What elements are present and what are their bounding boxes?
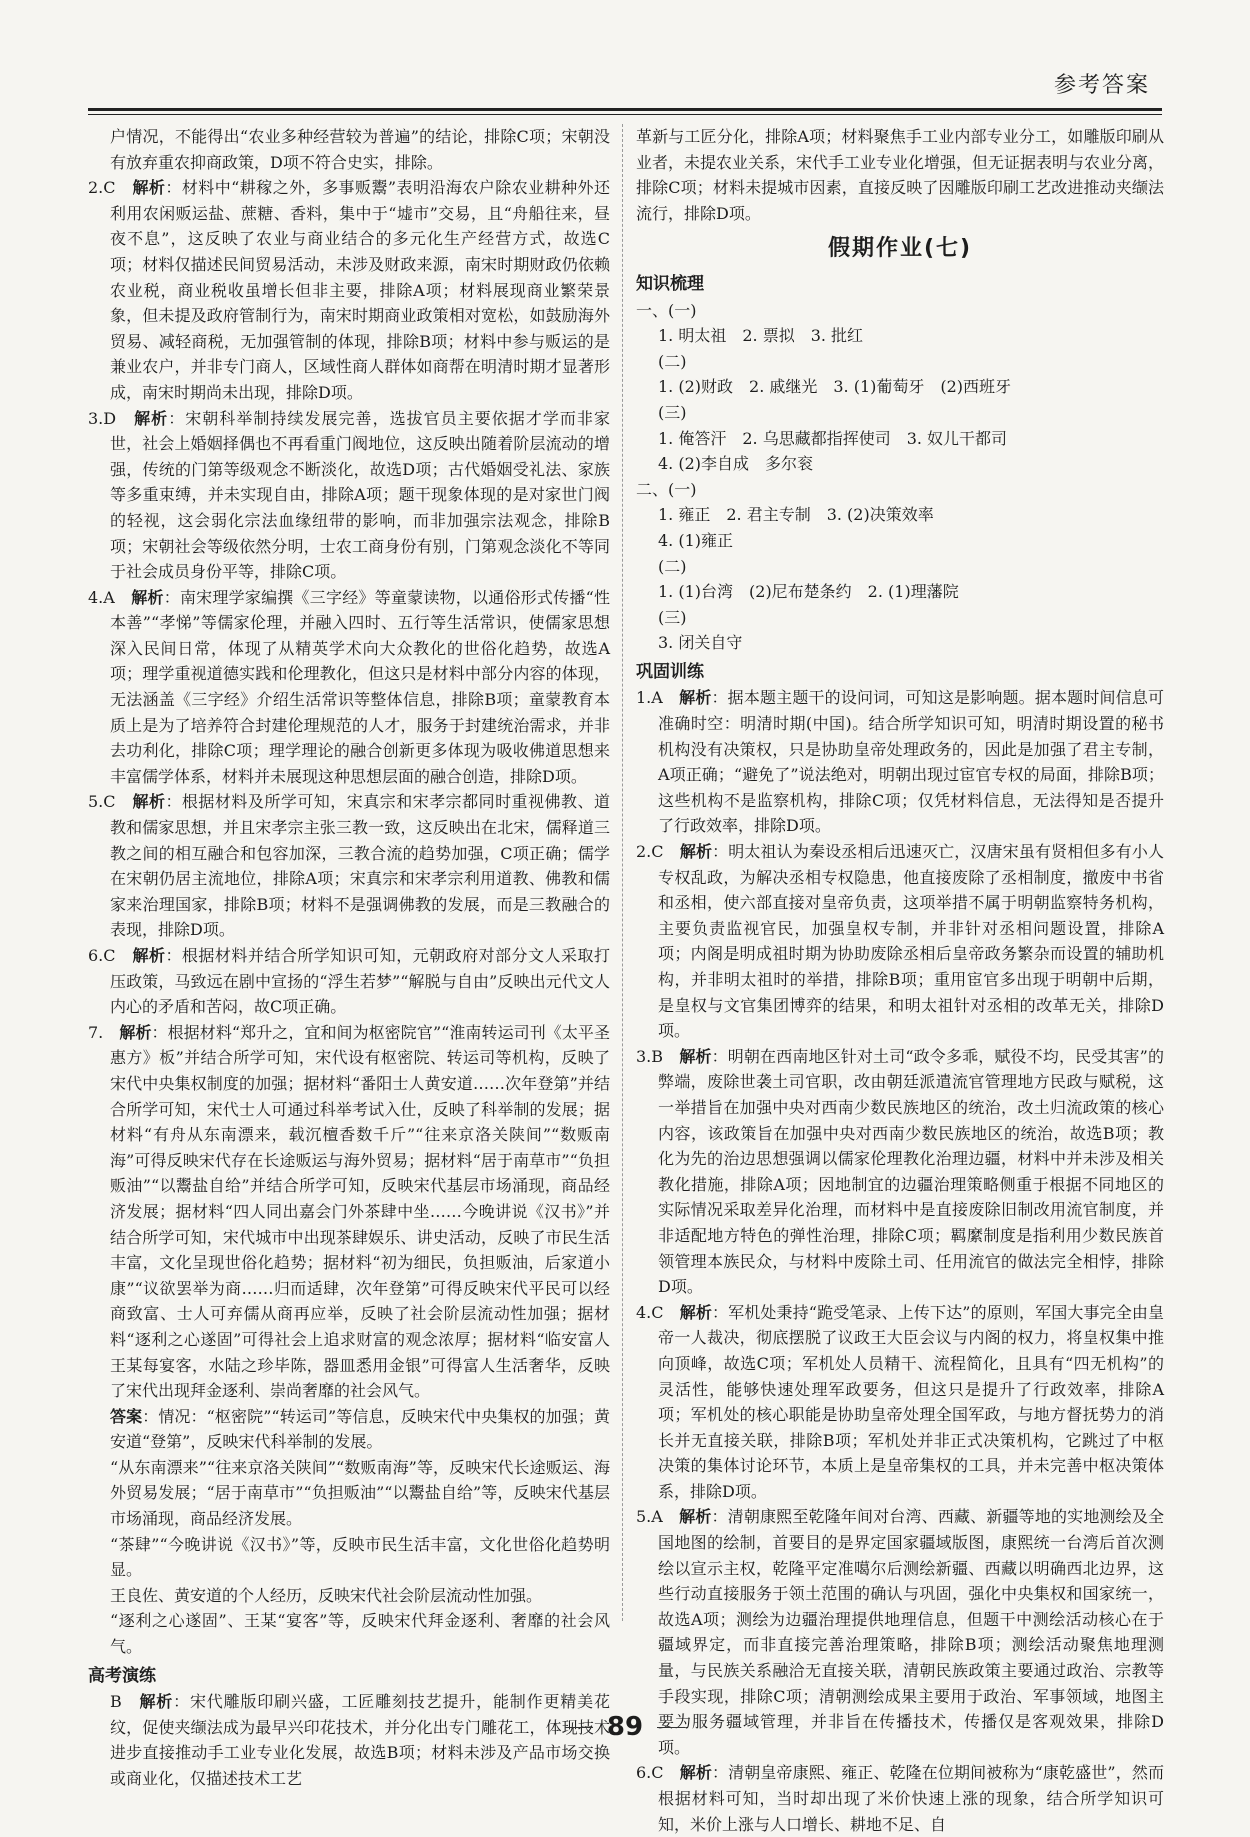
item-number: 2.C (88, 178, 116, 198)
answer-label: 答案 (110, 1406, 143, 1426)
item-text: ：明朝在西南地区针对土司“政令多乖，赋役不均，民受其害”的弊端，废除世袭土司官职，改由朝廷派遣流官管理地方民政与赋税，这一举措旨在加强中央对西南少数民族地区的统治，改土归流政策的核心内容，该政策旨在加强中央对西南少数民族地区的统治，故选B项；教化为先的治边思想强调以儒家伦理教化治理边疆，材料中并未涉及相关教化措施，排除A项；因地制宜的边疆治理策略侧重于根据不同地区的实际情况采取差异化治理，而材料中是直接废除旧制改用流官制度，并非适配地方特色的弹性治理，排除C项；羁縻制度是指利用少数民族首领管理本族民众，与材料中废除土司、任用流官的做法完全相悖，排除D项。 (658, 1046, 1164, 1297)
outline-line: 1. 雍正 2. 君主专制 3. (2)决策效率 (658, 505, 934, 525)
outline-line: 3. 闭关自守 (658, 633, 743, 653)
item-text: ：清朝皇帝康熙、雍正、乾隆在位期间被称为“康乾盛世”，然而根据材料可知，当时却出现了米价快速上涨的现象，结合所学知识可知，米价上涨与人口增长、耕地不足、自 (658, 1763, 1164, 1834)
knowledge-outline (636, 298, 1164, 656)
item-text: ：材料中“耕稼之外，多事贩鬻”表明沿海农户除农业耕种外还利用农闲贩运盐、蔗糖、香料，集中于“墟市”交易，且“舟船往来，昼夜不息”，这反映了农业与商业结合的多元化生产经营方式，故选C项；材料仅描述民间贸易活动，未涉及财政来源，南宋时期财政仍依赖农业税，商业税收虽增长但非主要，排除A项；材料展现商业繁荣景象，但未提及政府管制行为，南宋时期商业政策相对宽松，如鼓励海外贸易、减轻商税，无加强管制的体现，排除B项；材料中参与贩运的是兼业农户，并非专门商人，区域性商人群体如商帮在明清时期才显著形成，南宋时期尚未出现，排除D项。 (110, 178, 610, 402)
outline-line: (三) (658, 402, 687, 422)
answer-item (636, 1044, 1164, 1300)
answer-item (88, 175, 610, 405)
continuation-text: 户情况，不能得出“农业多种经营较为普遍”的结论，排除C项；宋朝没有放弃重农抑商政策，D项不符合史实，排除。 (110, 127, 610, 172)
item-number: 4.A (88, 587, 115, 607)
outline-line: 4. (1)雍正 (658, 530, 734, 550)
outline-line: (二) (658, 351, 687, 371)
answer-line: ：情况：“枢密院”“转运司”等信息，反映宋代中央集权的加强；黄安道“登第”，反映宋代科举制的发展。 (110, 1406, 610, 1452)
outline-line: 1. 俺答汗 2. 乌思藏都指挥使司 3. 奴儿干都司 (658, 428, 1008, 448)
outline-line: 二、(一) (636, 479, 697, 499)
item-text: ：明太祖认为秦设丞相后迅速灭亡，汉唐宋虽有贤相但多有小人专权乱政，为解决丞相专权隐患，他直接废除了丞相制度，撤废中书省和丞相，使六部直接对皇帝负责，这项举措不属于明朝监察特务机构，主要负责监视官民，加强皇权专制，并非针对丞相问题设置，排除A项；内阁是明成祖时期为协助废除丞相后皇帝政务繁杂而设置的辅助机构，并非明太祖时的举措，排除B项；重用宦官多出现于明朝中后期，是皇权与文官集团博弈的结果，和明太祖针对丞相的改革无关，排除D项。 (658, 842, 1164, 1041)
item-number: 7. (88, 1022, 104, 1042)
item-number: 4.C (636, 1302, 664, 1322)
answer-item (88, 943, 610, 1020)
item-text: ：南宋理学家编撰《三字经》等童蒙读物，以通俗形式传播“性本善”“孝悌”等儒家伦理，并融入四时、五行等生活常识，使儒家思想深入民间日常，体现了从精英学术向大众教化的世俗化趋势，故选A项；理学重视道德实践和伦理教化，但这只是材料中部分内容的体现，无法涵盖《三字经》介绍生活常识等整体信息，排除B项；童蒙教育本质上是为了培养符合封建伦理规范的人才，服务于封建统治需求，并非去功利化，排除C项；理学理论的融合创新更多体现为吸收佛道思想来丰富儒学体系，材料并未展现这种思想层面的融合创造，排除D项。 (110, 587, 610, 786)
item-number: 3.B (636, 1046, 664, 1066)
answer-item (636, 685, 1164, 839)
knowledge-heading: 知识梳理 (636, 273, 704, 294)
item-text: ：宋代雕版印刷兴盛，工匠雕刻技艺提升，能制作更精美花纹，促使夹缬法成为最早兴印花技术，并分化出专门雕花工，体现技术进步直接推动手工业专业化发展，故选B项；材料未涉及产品市场交换或商业化，仅描述技术工艺 (110, 1692, 610, 1788)
analysis-label: 解析 (132, 946, 166, 965)
gaokao-heading: 高考演练 (88, 1665, 156, 1686)
item-number: 6.C (88, 946, 116, 965)
consolidate-heading: 巩固训练 (636, 661, 704, 682)
left-column (88, 124, 610, 1788)
analysis-label: 解析 (679, 1763, 713, 1783)
item-text: ：清朝康熙至乾隆年间对台湾、西藏、新疆等地的实地测绘及全国地图的绘制，首要目的是界定国家疆域版图，康熙统一台湾后首次测绘以宣示主权，乾隆平定准噶尔后测绘新疆、西藏以明确西北边界，这些行动直接服务于领土范围的确认与巩固，强化中央集权和国家统一，故选A项；测绘为边疆治理提供地理信息，但题干中测绘活动核心在于疆域界定，而非直接完善治理策略，排除B项；测绘活动聚焦地理测量，与民族关系融洽无直接关联，清朝民族政策主要通过政治、宗教等手段实现，排除C项；清朝测绘成果主要用于政治、军事领域，地图主要为服务疆域管理，并非旨在传播技术，传播仅是客观效果，排除D项。 (658, 1507, 1164, 1757)
answer-item (88, 585, 610, 790)
outline-line: 一、(一) (636, 300, 697, 320)
footer-dash-right (657, 1727, 685, 1728)
answer-item (636, 839, 1164, 1044)
item-number: 5.C (88, 792, 116, 812)
answer-line: 王良佐、黄安道的个人经历，反映宋代社会阶层流动性加强。 (110, 1585, 543, 1605)
analysis-label: 解析 (679, 1046, 712, 1066)
footer-dash-left (565, 1727, 593, 1728)
answer-block (88, 1404, 610, 1455)
analysis-label: 解析 (679, 688, 712, 708)
homework-title: 假期作业(七) (827, 236, 973, 262)
outline-line: (三) (658, 607, 687, 627)
analysis-label: 解析 (679, 1507, 712, 1527)
right-column (636, 124, 1165, 1834)
item-number: 1.A (636, 688, 663, 708)
item-number: B (110, 1692, 122, 1712)
answer-item (88, 406, 610, 585)
answer-line: “茶肆”“今晚讲说《汉书》”等，反映市民生活丰富，文化世俗化趋势明显。 (110, 1534, 610, 1580)
continuation-text: 革新与工匠分化，排除A项；材料聚焦手工业内部专业分工，如雕版印刷从业者，未提农业关系，宋代手工业专业化增强，但无证据表明与农业分离，排除C项；材料未提城市因素，直接反映了因雕版印刷工艺改进推动夹缬法流行，排除D项。 (636, 127, 1165, 223)
outline-line: (二) (658, 556, 687, 576)
item-number: 2.C (636, 842, 664, 862)
item-number: 3.D (88, 408, 117, 428)
outline-line: 1. (1)台湾 (2)尼布楚条约 2. (1)理藩院 (658, 582, 959, 602)
analysis-label: 解析 (679, 1302, 713, 1322)
analysis-label: 解析 (679, 842, 713, 862)
item-text: ：根据材料并结合所学知识可知，元朝政府对部分文人采取打压政策，马致远在剧中宣扬的“浮生若梦”“解脱与自由”反映出元代文人内心的矛盾和苦闷，故C项正确。 (110, 946, 610, 1017)
page-number-footer (0, 1712, 1250, 1742)
item-number: 5.A (636, 1507, 663, 1527)
analysis-label: 解析 (131, 587, 164, 607)
analysis-label: 解析 (132, 792, 166, 812)
analysis-label: 解析 (139, 1692, 174, 1712)
answer-item (88, 789, 610, 943)
analysis-label: 解析 (134, 408, 169, 428)
outline-line: 4. (2)李自成 多尔衮 (658, 454, 814, 474)
outline-line: 1. 明太祖 2. 票拟 3. 批红 (658, 326, 864, 346)
answer-line: “逐利之心遂固”、王某“宴客”等，反映宋代拜金逐利、奢靡的社会风气。 (110, 1611, 610, 1657)
right-answer-list (636, 685, 1164, 1837)
answer-item (88, 1020, 610, 1404)
answer-item (636, 1300, 1164, 1505)
item-text: ：根据材料“郑升之，宜和间为枢密院官”“淮南转运司刊《太平圣惠方》板”并结合所学可知，宋代设有枢密院、转运司等机构，反映了宋代中央集权制度的加强；据材料“番阳士人黄安道……次年登第”并结合所学可知，宋代士人可通过科举考试入仕，反映了科举制的发展；据材料“有舟从东南漂来，载沉檀香数千斤”“往来京洛关陕间”“数贩南海”可得反映宋代存在长途贩运与海外贸易；据材料“居于南草市”“负担贩油”“以鬻盐自给”并结合所学可知，反映宋代基层市场涌现，商品经济发展；据材料“四人同出嘉会门外茶肆中坐……今晚讲说《汉书》”并结合所学可知，宋代城市中出现茶肆娱乐、讲史活动，反映了市民生活丰富，文化呈现世俗化趋势；据材料“初为细民，负担贩油，后家道小康”“议欲罢举为商……归而适肆，次年登第”可得反映宋代平民可以经商致富、士人可弃儒从商再应举，反映了社会阶层流动性加强；据材料“逐利之心遂固”可得社会上追求财富的观念浓厚；据材料“临安富人王某每宴客，水陆之珍毕陈，器皿悉用金银”可得富人生活奢华，反映了宋代出现拜金逐利、崇尚奢靡的社会风气。 (110, 1022, 610, 1401)
analysis-label: 解析 (119, 1022, 152, 1042)
answer-item (636, 1760, 1164, 1837)
analysis-label: 解析 (132, 178, 166, 198)
item-text: ：根据材料及所学可知，宋真宗和宋孝宗都同时重视佛教、道教和儒家思想，并且宋孝宗主张三教一致，这反映出在北宋，儒释道三教之间的相互融合和包容加深，三教合流的趋势加强，C项正确；儒学在宋朝仍居主流地位，排除A项；宋真宗和宋孝宗利用道教、佛教和儒家来治理国家，排除B项；材料不是强调佛教的发展，而是三教融合的表现，排除D项。 (110, 792, 610, 940)
header-rule-thin (88, 114, 1162, 115)
page-number: 89 (606, 1712, 644, 1742)
answer-line: “从东南漂来”“往来京洛关陕间”“数贩南海”等，反映宋代长途贩运、海外贸易发展；“居于南草市”“负担贩油”“以鬻盐自给”等，反映宋代基层市场涌现，商品经济发展。 (110, 1457, 610, 1529)
item-text: ：据本题主题干的设问词，可知这是影响题。据本题时间信息可准确时空：明清时期(中国)。结合所学知识可知，明清时期设置的秘书机构没有决策权，只是协助皇帝处理政务的，因此是加强了君主专制，A项正确；“避免了”说法绝对，明朝出现过宦官专权的局面，排除B项；这些机构不是监察机构，排除C项；仅凭材料信息，无法得知是否提升了行政效率，排除D项。 (658, 688, 1164, 836)
column-divider (622, 124, 623, 1621)
header-rule (88, 108, 1162, 111)
item-text: ：宋朝科举制持续发展完善，选拔官员主要依据才学而非家世，社会上婚姻择偶也不再看重门阀地位，这反映出随着阶层流动的增强，传统的门第等级观念不断淡化，故选D项；古代婚姻受礼法、家族等多重束缚，并未实现自由，排除A项；题干现象体现的是对家世门阀的轻视，这会弱化宗法血缘纽带的影响，而非加强宗法观念，排除B项；宋朝社会等级依然分明，士农工商身份有别，门第观念淡化不等同于社会成员身份平等，排除C项。 (110, 408, 610, 582)
header-title: 参考答案 (1053, 73, 1150, 98)
left-answer-list (88, 175, 610, 1404)
item-text: ：军机处秉持“跪受笔录、上传下达”的原则，军国大事完全由皇帝一人裁决，彻底摆脱了议政王大臣会议与内阁的权力，将皇权集中推向顶峰，故选C项；军机处人员精干、流程简化，且具有“四无机构”的灵活性，能够快速处理军政要务，但这只是提升了行政效率，排除A项；军机处的核心职能是协助皇帝处理全国军政，与地方督抚势力的消长并无直接关联，排除B项；军机处并非正式决策机构，它跳过了中枢决策的集体讨论环节，本质上是皇帝集权的工具，并未完善中枢决策体系，排除D项。 (658, 1302, 1164, 1501)
outline-line: 1. (2)财政 2. 戚继光 3. (1)葡萄牙 (2)西班牙 (658, 377, 1012, 397)
item-number: 6.C (636, 1763, 664, 1783)
